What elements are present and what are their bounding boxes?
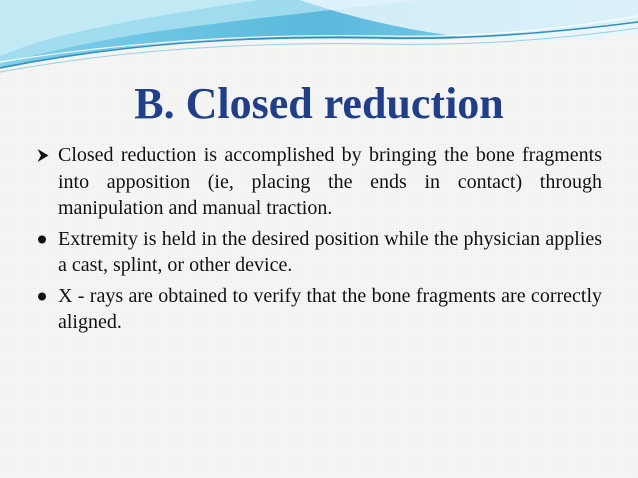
bullet-item (36, 283, 602, 336)
bullet-list (36, 142, 602, 340)
bullet-text: Extremity is held in the desired position while the physician applies a cast, splint, or other device. (58, 227, 602, 276)
bullet-text: Closed reduction is accomplished by bringing the bone fragments into apposition (ie, placing the ends in contact) through manipulation and manual traction. (58, 144, 602, 219)
round-bullet-icon (36, 283, 56, 309)
bullet-text: X - rays are obtained to verify that the bone fragments are correctly aligned. (58, 284, 602, 333)
round-bullet-icon (36, 226, 56, 252)
arrowhead-bullet-icon (36, 142, 56, 168)
slide-title: B. Closed reduction (134, 79, 504, 128)
bullet-item (36, 226, 602, 279)
bullet-item (36, 142, 602, 222)
header-wave-decoration (0, 0, 638, 80)
